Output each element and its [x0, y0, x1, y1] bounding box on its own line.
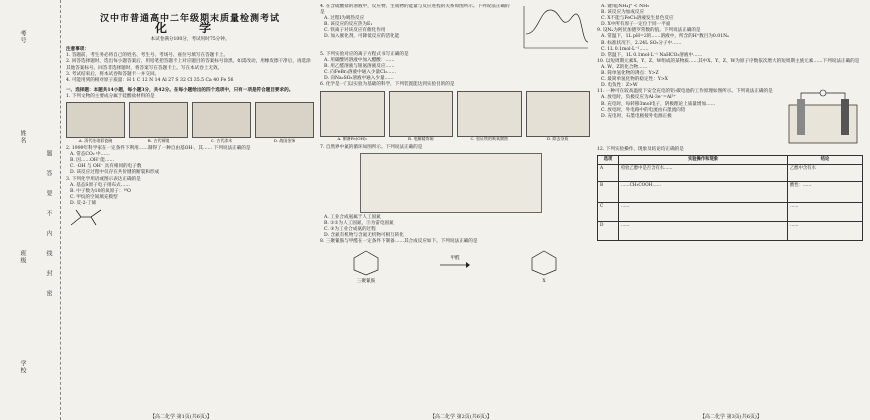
table-cell: A [598, 164, 619, 181]
table-row [598, 221, 863, 240]
option: A. 用碳酸钙溶液中加入醋酸：…… [324, 58, 395, 64]
option: B. 中子数为10的氧原子：¹⁸O [70, 188, 131, 194]
notice-item: 2. 回答选择题时，选出每小题答案后，用铅笔把答题卡上对应题目的答案标号涂黑。如需改动，用橡皮擦干净后，再选涂其他答案标号。回答非选择题时，将答案写在答题卡上。写在本试卷上无效。 [66, 59, 311, 71]
option: A. 放电时，负极反应为Al-3e⁻=Al³⁺ [601, 95, 676, 101]
table-cell: ……CH₃COOH…… [619, 181, 788, 202]
table-cell: 检验乙醇中是否含有水…… [619, 164, 788, 181]
option: D. 向Na₂SO₃溶液中通入少量…… [324, 76, 394, 82]
question-2: 2. 1999年科学家在一定条件下利用……制得了一种自由基OH·，其…… 下列说法正确的是 [66, 146, 251, 152]
table-cell: 乙醇中含有水 [788, 164, 863, 181]
option: A. 过程Ⅰ为吸热反应 [324, 16, 365, 22]
option: C. 1L 0.1mol·L⁻¹…… [601, 46, 649, 52]
option: D. 该反应过程中仅存在共价键的断裂和形成 [70, 170, 160, 176]
option: D. 加入催化剂，可降低反应的活化能 [324, 34, 400, 40]
option: D. 含氮有机物与含氮无机物可相互转化 [324, 232, 404, 238]
page-1 [66, 4, 314, 408]
question-12: 12. 下列实验操作、现象及结论均正确的是 [597, 147, 684, 153]
exam-title: 汉中市普通高中二年级期末质量检测考试 [99, 14, 280, 24]
binding-mark: 要 [45, 190, 52, 196]
section-heading: 一、选择题：本题共14小题，每小题3分，共42分。在每小题给出的四个选项中，只有一项是符合题目要求的。 [66, 87, 294, 93]
melamine-structure [348, 248, 384, 276]
table-header: 选项 [598, 156, 619, 165]
reaction-scheme [320, 248, 590, 285]
option: C. X不能与FeCl₃溶液发生显色反应 [601, 16, 674, 22]
artifact-image [255, 102, 314, 143]
binding-label: 班级 [19, 250, 26, 264]
binding-mark: 封 [45, 270, 52, 276]
page-footer: 【高二化学 第3页(共6页)】 [700, 414, 762, 420]
apparatus-caption: C. 验证铁的吸氧腐蚀 [470, 136, 508, 142]
table-row [598, 202, 863, 221]
option: B. 该反应为加成反应 [601, 10, 645, 16]
option: C. 最简单氢化物的稳定性：Y>X [601, 77, 668, 83]
table-cell: 酸性：…… [788, 181, 863, 202]
notice-item: 3. 考试结束后，将本试卷和答题卡一并交回。 [66, 71, 160, 77]
artifact-images [66, 102, 314, 143]
battery-diagram [783, 89, 863, 147]
apparatus-image [389, 91, 454, 142]
option: C. ③为工业合成氨的过程 [324, 226, 376, 232]
option: B. 用乙醛溶液与银氨溶液反应…… [324, 64, 395, 70]
question-5: 5. 下列实验对应的离子方程式书写正确的是 [320, 52, 409, 57]
apparatus-image [457, 91, 522, 142]
option: C. ·OH 与 OH⁻ 具有相同的电子数 [70, 164, 142, 170]
page-2 [320, 4, 590, 408]
artifact-image [66, 102, 125, 143]
molecule-label: 甲醛 [450, 256, 460, 262]
binding-mark: 答 [45, 170, 52, 176]
question-3: 3. 下列化学用语或图示表达正确的是 [66, 176, 141, 182]
table-cell: C [598, 202, 619, 221]
binding-margin [0, 0, 61, 420]
question-8: 8. 三聚氰胺与甲醛在一定条件下制备……其合成反应如下。下列说法正确的是 [320, 239, 478, 245]
option: C. 铁离子对该反应有催化作用 [324, 28, 386, 34]
experiment-table [597, 155, 863, 241]
exam-meta: 本试卷满分100分，考试用时75分钟。 [150, 37, 230, 43]
option: B. ①②为人工固氮，③为雷电固氮 [324, 220, 394, 226]
apparatus-image [526, 91, 591, 142]
table-header: 结论 [788, 156, 863, 165]
option: A. 基态S原子电子排布式…… [70, 182, 130, 188]
question-10: 10. 以短周期元素X、Y、Z、W组成的某物质……其中X、Y、Z、W为原子序数依次增大的短周期主族元素……下列说法正确的是 [597, 58, 860, 64]
molecule-label: X [542, 279, 546, 285]
option: C. 向FeBr₂溶液中通入少量Cl₂…… [324, 70, 397, 76]
table-row [598, 164, 863, 181]
artifact-image [129, 102, 188, 143]
option: B. 充电时，每转移3mol电子，阴极理论上质量增加…… [601, 101, 716, 107]
artifact-caption: C. 古代漆木 [210, 137, 233, 143]
option: B. 因……OH⁻能…… [70, 158, 115, 164]
option: A. 工业合成氨属于人工固氮 [324, 214, 381, 220]
molecule-diagram [66, 207, 126, 229]
artifact-caption: A. 清代珐琅彩瓷碗 [78, 137, 113, 143]
nitrogen-cycle-diagram [360, 153, 542, 213]
option: C. 甲烷的空间填充模型 [70, 194, 118, 200]
option: D. 反-2-丁烯 [70, 200, 97, 206]
table-header-row [598, 156, 863, 165]
option: B. 简单氢化物的沸点：Y>Z [601, 71, 659, 77]
table-cell: …… [619, 202, 788, 221]
table-cell: …… [619, 221, 788, 240]
molecule-label: 三聚氰胺 [356, 279, 376, 285]
question-9: 9. 设Nₐ为阿伏加德罗常数的值。下列说法正确的是 [597, 28, 701, 34]
binding-label: 姓名 [19, 130, 26, 144]
apparatus-image [320, 91, 385, 142]
table-cell: …… [788, 221, 863, 240]
table-cell: D [598, 221, 619, 240]
binding-mark: 密 [45, 290, 52, 296]
table-row [598, 181, 863, 202]
question-7: 7. 自然界中氮的循环如图所示。下列说法正确的是 [320, 144, 423, 150]
apparatus-caption: D. 除去杂质 [546, 136, 569, 142]
page-footer: 【高二化学 第1页(共6页)】 [150, 414, 212, 420]
binding-mark: 线 [45, 250, 52, 256]
subject-title: 化 学 [154, 21, 226, 36]
product-structure [526, 248, 562, 276]
option: A. W、Z的化合物…… [601, 64, 648, 70]
artifact-caption: D. 战国金饰 [273, 137, 296, 143]
binding-label: 考号 [19, 30, 26, 44]
apparatus-caption: B. 电解精炼铜 [408, 136, 434, 142]
option: C. 放电时，外电路中的电流由石墨流向铝 [601, 107, 686, 113]
question-1: 1. 下列文物的主要成分属于硅酸盐材料的是 [66, 93, 155, 99]
table-header: 实验操作和现象 [619, 156, 788, 165]
question-11: 11. 一种可在较高温度下安全充电的铝-碳电池的工作原理如图所示。下列说法正确的是 [597, 89, 773, 95]
option: B. 标准状况下，2.24L SO₂分子中…… [601, 40, 682, 46]
binding-label: 学校 [19, 360, 26, 374]
option: A. 常温下，1L pH=2的……溶液中，所含的H⁺数目为0.01Nₐ [601, 34, 729, 40]
option: D. 常温下，1L 0.1mol·L⁻¹ NaHCO₃溶液中…… [601, 52, 703, 58]
artifact-image [192, 102, 251, 143]
binding-mark: 内 [45, 230, 52, 236]
page-footer: 【高二化学 第2页(共6页)】 [430, 414, 492, 420]
question-4: 4. 在含硫酸盐的溶液中，反应物、生成物的能量与反应进程的关系如图所示。下列说法正确的是 [320, 4, 510, 16]
option: A. 键角[NH₄]⁺ < NH₃ [601, 4, 649, 9]
notice-item: 4. 可能用到的相对原子质量：H 1 C 12 N 14 Al 27 S 32 Cl 35.5 Ca 40 Fe 56 [66, 77, 234, 83]
reaction-arrow-icon [440, 262, 470, 268]
option: D. 充电时，石墨电极接外电源正极 [601, 113, 672, 119]
option: D. X中所有原子一定位于同一平面 [601, 22, 671, 28]
option: D. 电负性：Z>W [601, 83, 638, 89]
notice-heading: 注意事项： [66, 47, 89, 53]
apparatus-caption: A. 制备Fe(OH)₂ [337, 136, 368, 142]
artifact-caption: B. 古代铜镜 [147, 137, 170, 143]
table-cell: …… [788, 202, 863, 221]
page-3 [597, 4, 863, 408]
apparatus-images [320, 91, 590, 143]
option: B. 该反应的反应热为E₁ [324, 22, 373, 28]
notice-item: 1. 答题前，考生务必将自己的姓名、考生号、考场号、座位号填写在答题卡上。 [66, 53, 229, 59]
table-cell: B [598, 181, 619, 202]
binding-mark: 题 [45, 150, 52, 156]
question-6: 6. 化学是一门以实验为基础的科学，下列装置能达到实验目的的是 [320, 82, 455, 88]
binding-mark: 不 [45, 210, 52, 216]
option: A. 常态CO₂ 中…… [70, 152, 110, 158]
energy-profile-diagram [518, 4, 590, 52]
